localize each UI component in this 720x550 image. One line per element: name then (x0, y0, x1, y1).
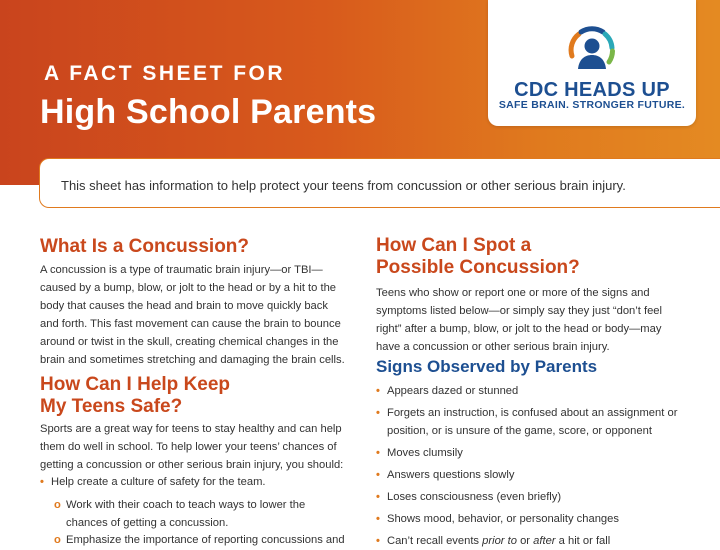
cdc-heads-up-logo (488, 0, 696, 126)
list-item-text: Appears dazed or stunned (387, 385, 519, 397)
circle-bullet-icon: o (54, 534, 61, 546)
logo-name: CDC HEADS UP (514, 79, 670, 101)
concussion-line: around or twist in the skull, creating chemical changes in the (40, 336, 339, 348)
spot-line: symptoms listed below—or simply say they just “don’t feel (376, 305, 663, 317)
head-silhouette-arc-icon (565, 22, 619, 76)
list-item-text: a hit or fall (555, 535, 611, 547)
bullet-icon: • (376, 513, 380, 525)
list-item-text: Emphasize the importance of reporting concussions and (66, 534, 345, 546)
signs-heading: Signs Observed by Parents (376, 357, 598, 376)
list-item (376, 466, 706, 484)
list-item-continued (376, 422, 706, 440)
keep-teens-safe-heading (40, 374, 230, 418)
list-item (376, 510, 706, 528)
what-is-concussion-heading: What Is a Concussion? (40, 236, 250, 257)
concussion-line: and forth. This fast movement can cause the brain to bounce (40, 318, 341, 330)
safe-line: Sports are a great way for teens to stay healthy and can help (40, 423, 342, 435)
safety-list (40, 473, 360, 491)
concussion-line: body that causes the head and brain to move quickly back (40, 300, 328, 312)
bullet-icon: • (376, 469, 380, 481)
heading-line: Possible Concussion? (376, 257, 580, 278)
list-item (40, 531, 360, 549)
heading-line: How Can I Spot a (376, 235, 532, 256)
spot-paragraph (376, 284, 706, 356)
list-item-text: Shows mood, behavior, or personality changes (387, 513, 619, 525)
list-item-continued (40, 514, 360, 532)
list-item-text: Moves clumsily (387, 447, 463, 459)
list-item-text: Answers questions slowly (387, 469, 515, 481)
circle-bullet-icon: o (54, 499, 61, 511)
list-item (376, 404, 706, 422)
spot-line: right” after a bump, blow, or jolt to the head or body—may (376, 323, 662, 335)
intro-box (39, 158, 720, 208)
concussion-line: A concussion is a type of traumatic brain injury—or TBI— (40, 264, 323, 276)
page-title: High School Parents (40, 93, 377, 131)
safe-paragraph (40, 420, 360, 474)
safe-line: them do well in school. To help lower your teens’ chances of (40, 441, 337, 453)
heading-line: My Teens Safe? (40, 396, 183, 417)
safety-sublist-2 (40, 531, 360, 549)
list-item (376, 382, 706, 400)
emphasis-text: prior to (482, 535, 517, 547)
list-item-text: Can’t recall events (387, 535, 483, 547)
list-item (376, 488, 706, 506)
safe-line: getting a concussion or other serious brain injury, you should: (40, 459, 344, 471)
spot-line: have a concussion or other serious brain injury. (376, 341, 610, 353)
concussion-paragraph (40, 261, 360, 369)
bullet-icon: • (40, 476, 44, 488)
spot-line: Teens who show or report one or more of the signs and (376, 287, 650, 299)
list-item (376, 532, 706, 550)
list-item-text: Help create a culture of safety for the team. (51, 476, 266, 488)
list-item-text: or (516, 535, 534, 547)
bullet-icon: • (376, 407, 380, 419)
signs-list (376, 382, 706, 550)
list-item-text: Work with their coach to teach ways to lower the (66, 499, 306, 511)
heading-line: How Can I Help Keep (40, 374, 231, 395)
list-item (40, 473, 360, 491)
list-item-text: Loses consciousness (even briefly) (387, 491, 562, 503)
logo-tagline: SAFE BRAIN. STRONGER FUTURE. (498, 99, 686, 111)
header-kicker: A FACT SHEET FOR (44, 62, 286, 85)
list-item-text: chances of getting a concussion. (66, 517, 229, 529)
emphasis-text: after (533, 535, 556, 547)
concussion-line: caused by a bump, blow, or jolt to the head or by a hit to the (40, 282, 337, 294)
bullet-icon: • (376, 535, 380, 547)
intro-text: This sheet has information to help protect your teens from concussion or other serious brain injury. (61, 178, 626, 193)
list-item (40, 496, 360, 514)
list-item (376, 444, 706, 462)
list-item-text: position, or is unsure of the game, score, or opponent (387, 425, 652, 437)
safety-sublist (40, 496, 360, 532)
bullet-icon: • (376, 385, 380, 397)
bullet-icon: • (376, 447, 380, 459)
concussion-line: brain and sometimes stretching and damaging the brain cells. (40, 354, 345, 366)
spot-concussion-heading (376, 235, 580, 279)
bullet-icon: • (376, 491, 380, 503)
list-item-text: Forgets an instruction, is confused about an assignment or (387, 407, 678, 419)
